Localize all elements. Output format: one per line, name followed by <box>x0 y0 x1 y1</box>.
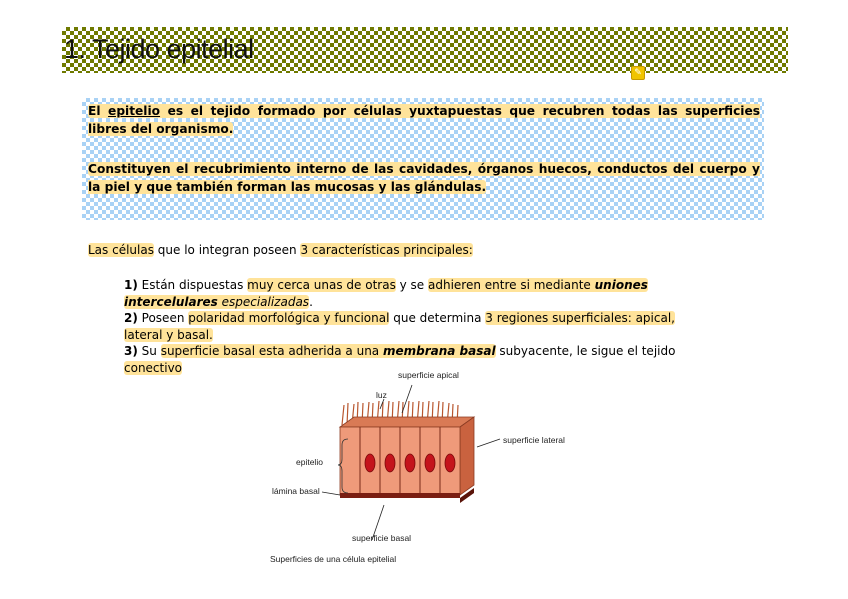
intro-paragraph-1: El epitelio es el tejido formado por células yuxtapuestas que recubren todas las superficies libres del organismo. <box>88 104 760 136</box>
diagram-caption: Superficies de una célula epitelial <box>270 554 397 564</box>
epithelium-illustration <box>262 365 592 570</box>
lateral-face <box>460 417 474 495</box>
label-luz: luz <box>376 390 387 400</box>
page-title: 1. Tejido epitelial <box>64 34 254 64</box>
basal-lamina <box>340 493 460 498</box>
feature-item-1: 1) Están dispuestas muy cerca unas de otras y se adhieren entre si mediante uniones intercelulares especializadas. <box>124 278 648 309</box>
label-apical: superficie apical <box>398 370 459 380</box>
epithelial-cell-diagram <box>262 365 592 570</box>
label-epitelio: epitelio <box>296 457 323 467</box>
feature-item-3: 3) Su superficie basal esta adherida a una membrana basal subyacente, le sigue el tejido conectivo <box>124 344 676 375</box>
features-intro: Las células que lo integran poseen 3 características principales: <box>88 243 473 257</box>
label-lamina-basal: lámina basal <box>272 486 320 496</box>
apical-surface <box>340 417 474 427</box>
comment-note-icon[interactable]: ✎ <box>631 66 645 80</box>
label-basal: superficie basal <box>352 533 412 543</box>
intro-paragraph-2: Constituyen el recubrimiento interno de las cavidades, órganos huecos, conductos del cuerpo y la piel y que también forman las mucosas y las glándulas. <box>88 162 760 194</box>
label-lateral: superficie lateral <box>503 435 565 445</box>
feature-item-2: 2) Poseen polaridad morfológica y funcional que determina 3 regiones superficiales: apical, lateral y basal. <box>124 311 675 342</box>
